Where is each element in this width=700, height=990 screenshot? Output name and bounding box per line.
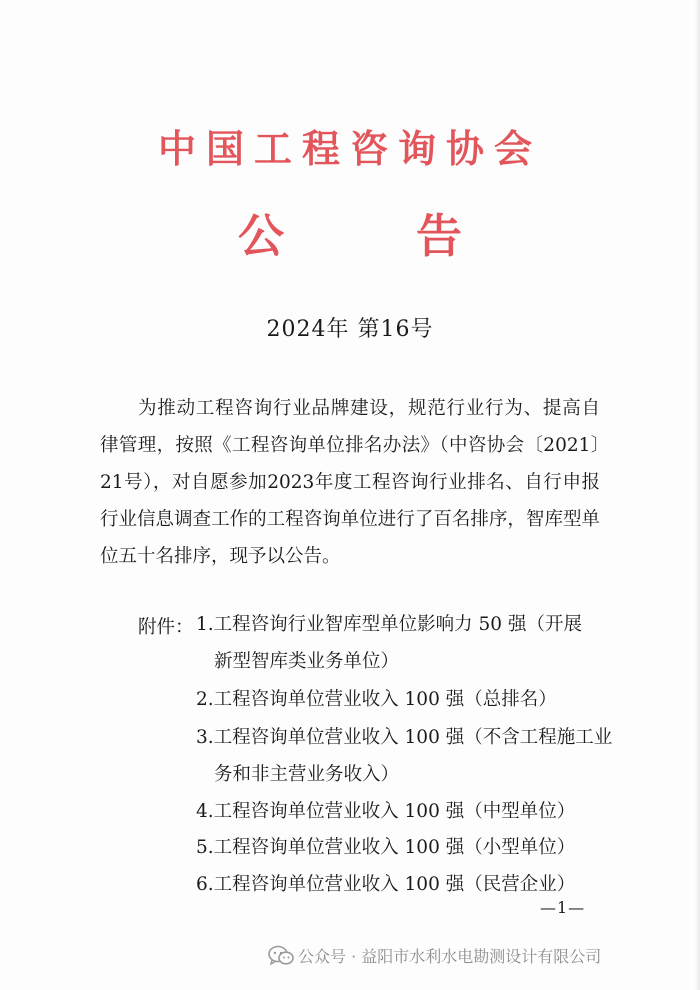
announcement-paragraph: 为推动工程咨询行业品牌建设，规范行业行为、提高自律管理，按照《工程咨询单位排名办法》（中咨协会〔2021〕21号），对自愿参加2023年度工程咨询行业排名、自行申报行业信息调查工作的工程咨询单位进行了百名排序，智库型单位五十名排序，现予以公告。 [100,398,600,567]
attachment-text: 工程咨询单位营业收入 100 强（不含工程施工业 [213,727,613,748]
attachment-text-continued: 务和非主营业务收入） [214,764,400,785]
attachment-item-2 [196,681,616,718]
attachment-item-3 [196,719,616,793]
attachment-text: 工程咨询单位营业收入 100 强（总排名） [213,689,557,710]
watermark [268,944,601,967]
attachment-number: 3. [196,727,214,748]
attachment-text: 工程咨询行业智库型单位影响力 50 强（开展 [213,614,582,635]
attachments-label: 附件： [138,617,194,638]
attachment-text: 工程咨询单位营业收入 100 强（民营企业） [213,874,576,895]
attachment-number: 4. [196,801,214,822]
watermark-text: 公众号 · 益阳市水利水电勘测设计有限公司 [298,947,602,966]
document-type-heading: 公 告 [237,209,520,263]
attachment-item-5 [196,829,616,866]
attachment-text: 工程咨询单位营业收入 100 强（小型单位） [213,837,576,858]
attachment-item-1 [196,606,616,680]
attachment-text: 工程咨询单位营业收入 100 强（中型单位） [213,801,576,822]
attachment-text-continued: 新型智库类业务单位） [214,651,400,672]
attachment-item-4 [196,793,616,830]
attachment-number: 5. [196,837,214,858]
page-number: —1— [540,898,586,917]
attachment-number: 2. [196,689,214,710]
attachment-number: 6. [196,874,214,895]
organization-title: 中国工程咨询协会 [157,126,542,171]
wechat-icon [268,945,294,967]
document-number: 2024年 第16号 [266,317,434,342]
attachment-number: 1. [196,614,214,635]
